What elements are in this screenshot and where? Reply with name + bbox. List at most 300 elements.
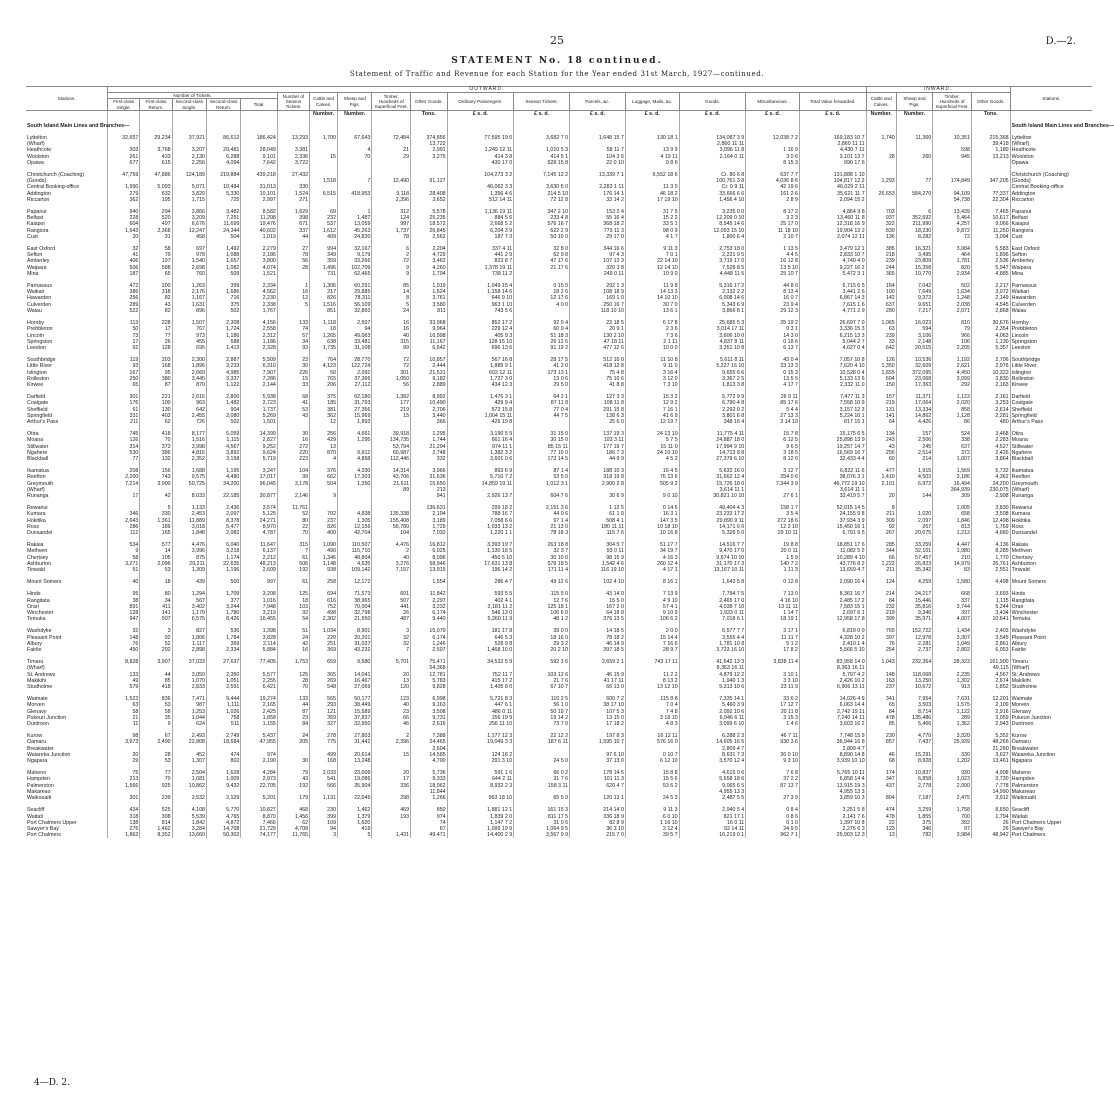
table-cell: 97 4 3 — [570, 252, 626, 258]
table-cell: 366 — [411, 419, 448, 425]
table-cell: 6,790 4 8 — [679, 400, 746, 406]
table-cell: 31,170 17 3 — [679, 561, 746, 567]
table-cell: 644 2 11 — [447, 776, 514, 782]
table-cell: 4,816 — [172, 450, 206, 456]
table-cell: 4,123 — [310, 363, 338, 369]
table-cell: 51 18 3 — [514, 333, 570, 339]
units-cell — [140, 110, 172, 117]
table-cell: 7,907 — [241, 370, 278, 376]
table-cell: 92 — [108, 345, 140, 351]
table-cell: 2 — [372, 733, 411, 739]
table-cell: 870 — [310, 450, 338, 456]
table-cell: 36 3 10 — [570, 826, 626, 832]
table-cell: 823 8 7 — [447, 258, 514, 264]
table-cell: 23 9 4 — [746, 302, 800, 308]
table-cell: 9,575 — [172, 474, 206, 480]
table-cell: 374,856 — [411, 135, 448, 141]
table-cell: 826 — [310, 295, 338, 301]
table-cell: 24,830 — [338, 234, 372, 240]
table-cell: 20 — [866, 493, 896, 499]
station-name-right: Waiau — [1010, 308, 1092, 314]
table-cell: 15 2 2 — [625, 215, 679, 221]
table-cell: 312 — [372, 209, 411, 215]
station-name: Waitati — [27, 813, 43, 820]
table-cell: 14 18 5 — [570, 628, 626, 634]
table-cell: 415 17 2 — [447, 678, 514, 684]
station-name-right: Waitati — [1010, 814, 1092, 820]
table-cell: Cr. 0 9 11 — [679, 184, 746, 190]
table-cell: 24 5 3 — [625, 795, 679, 801]
station-name-right: (Wharf) — [1010, 487, 1092, 493]
station-name: Pukeuri Junction — [27, 714, 67, 721]
table-cell: 0 1 0 — [746, 820, 800, 826]
table-cell: 41,642 13 3 — [679, 659, 746, 665]
table-cell: 91,127 — [411, 178, 448, 184]
table-cell: 250 — [108, 376, 140, 382]
table-cell: 77 — [140, 770, 172, 776]
table-cell: 337 4 11 — [447, 246, 514, 252]
table-cell: 661 16 4 — [447, 437, 514, 443]
table-cell: 21,550 — [338, 616, 372, 622]
table-cell: 512 16 0 — [570, 357, 626, 363]
table-cell: 76 — [866, 641, 896, 647]
table-cell: 1,266 — [411, 795, 448, 801]
table-cell: 764 — [310, 357, 338, 363]
table-cell: 10,289 4 10 — [799, 555, 866, 561]
table-cell: 4,498 — [971, 579, 1010, 585]
table-cell: 168 — [310, 758, 338, 764]
table-cell: 1,088 — [206, 252, 240, 258]
table-cell: 66 — [866, 555, 896, 561]
table-cell: 11,371 — [896, 394, 933, 400]
table-cell: 20 — [372, 672, 411, 678]
table-cell: 6,946 6 11 — [679, 715, 746, 721]
units-cell: Number. — [310, 110, 338, 117]
table-cell: 131 — [866, 407, 896, 413]
table-cell: 4,770 — [896, 733, 933, 739]
table-cell: 10,528 0 4 — [799, 370, 866, 376]
table-cell: 23 18 5 — [570, 320, 626, 326]
table-cell: 211,990 — [896, 221, 933, 227]
table-cell: 269 — [310, 678, 338, 684]
table-cell: 94 — [338, 326, 372, 332]
table-cell: 19 14 2 — [514, 715, 570, 721]
table-cell: 1,005 — [933, 505, 972, 511]
table-cell: 239 — [866, 333, 896, 339]
table-cell: 20,515 — [896, 345, 933, 351]
table-cell: 2,536 — [971, 258, 1010, 264]
station-name: Opawa — [27, 159, 44, 166]
table-cell: 196 14 2 — [447, 567, 514, 573]
table-cell: 16,023 — [896, 320, 933, 326]
station-name: Woolston — [27, 153, 49, 160]
table-cell: 2 — [372, 252, 411, 258]
table-cell: 364,939 — [933, 487, 972, 493]
table-cell: 1,248 — [933, 295, 972, 301]
table-cell: 4,136 — [971, 542, 1010, 548]
table-cell: 72 12 8 — [514, 197, 570, 203]
table-cell: 2,094 15 2 — [799, 197, 866, 203]
table-cell: 44 9 9 — [570, 456, 626, 462]
section-row — [26, 117, 1092, 129]
table-cell: 85 15 11 — [514, 444, 570, 450]
table-cell: 2,283 1 11 — [570, 184, 626, 190]
table-cell: 601 — [372, 591, 411, 597]
table-cell: 98 0 9 — [625, 228, 679, 234]
table-cell: 5,437 — [241, 733, 278, 739]
table-cell: 12 7 6 — [514, 598, 570, 604]
table-cell: 21 17 6 — [514, 265, 570, 271]
table-cell: 97 1 4 — [514, 518, 570, 524]
station-name: Waipara — [27, 264, 47, 271]
table-cell: 115 7 6 — [570, 530, 626, 536]
table-cell: 4,448 11 5 — [679, 271, 746, 277]
table-cell: 87 13 7 — [746, 783, 800, 789]
table-cell: 5,710 7 2 — [447, 474, 514, 480]
table-cell: 5,772 9 9 — [679, 394, 746, 400]
table-cell: 47 18 11 — [570, 339, 626, 345]
table-cell: 2,723 — [241, 400, 278, 406]
table-cell: 4,108 — [172, 807, 206, 813]
station-name: Leeston — [27, 344, 46, 351]
table-cell: 1,133 — [172, 505, 206, 511]
table-cell: 16,569 16 7 — [799, 450, 866, 456]
table-cell: 338 — [933, 437, 972, 443]
col-header: Total. — [241, 99, 278, 110]
table-cell: 26,761 — [971, 561, 1010, 567]
table-cell: 2,038 — [933, 302, 972, 308]
table-cell: 86 — [933, 419, 972, 425]
station-name-right: Timaru — [1010, 659, 1092, 665]
station-name: Sawyer's Bay — [27, 825, 59, 832]
table-cell: 437 — [866, 783, 896, 789]
table-cell: 10,857 — [411, 357, 448, 363]
table-cell: 13,660 — [172, 832, 206, 838]
table-cell: 1,980 — [933, 548, 972, 554]
table-cell: 658 — [933, 511, 972, 517]
table-cell: 1,202 — [933, 758, 972, 764]
table-cell: 99 — [277, 474, 309, 480]
table-cell: 987 — [172, 702, 206, 708]
table-cell: 1,655 — [866, 370, 896, 376]
station-name: Papanui — [27, 209, 47, 216]
table-cell: 1,729 — [411, 524, 448, 530]
table-cell: 25 17 0 — [746, 221, 800, 227]
table-cell: 804 — [866, 795, 896, 801]
table-cell: 48 1 2 — [514, 616, 570, 622]
table-cell: 403 — [140, 413, 172, 419]
units-cell: £ s. d. — [447, 110, 514, 117]
station-name-right: Waiareka Junction — [1010, 752, 1092, 758]
table-cell: 1,842 — [172, 820, 206, 826]
table-cell: 402 4 1 — [447, 598, 514, 604]
table-cell: 4,036 8 6 — [746, 178, 800, 184]
table-cell: 38 17 10 — [570, 702, 626, 708]
table-cell: 14,041 — [338, 672, 372, 678]
units-cell — [26, 110, 108, 117]
table-cell: 1,620 — [338, 820, 372, 826]
table-cell: 15 7 8 — [746, 431, 800, 437]
table-cell: 600 7 2 — [570, 696, 626, 702]
table-cell: 2,706 — [411, 407, 448, 413]
table-cell: 1,709 — [206, 591, 240, 597]
table-cell: 6,575 — [172, 616, 206, 622]
table-cell: 9,372 — [896, 295, 933, 301]
table-cell: 61 1 0 — [570, 511, 626, 517]
table-cell: 301 — [108, 795, 140, 801]
table-cell: 2,833 10 7 — [799, 252, 866, 258]
station-name: Port Chalmers Upper — [27, 819, 77, 826]
table-cell: 1,346 — [310, 555, 338, 561]
table-cell: 104,273 3 2 — [447, 172, 514, 178]
table-cell: 6,137 — [241, 548, 278, 554]
table-cell: 5,313 10 6 — [679, 684, 746, 690]
station-name-right: Coalgate — [1010, 400, 1092, 406]
table-cell: 372,095 — [896, 370, 933, 376]
table-cell: 6,858 14 4 — [799, 776, 866, 782]
units-cell: £ s. d. — [514, 110, 570, 117]
station-name-right: Orari — [1010, 604, 1092, 610]
table-cell: 25 10 7 — [746, 271, 800, 277]
table-cell: 520 — [140, 215, 172, 221]
table-cell: 398 — [277, 215, 309, 221]
table-cell: 43 — [866, 444, 896, 450]
station-name-right: Rangitata — [1010, 598, 1092, 604]
table-cell: 1,115 — [206, 437, 240, 443]
station-name-right: Lyttelton — [1010, 135, 1092, 141]
table-cell: 9,346 — [896, 610, 933, 616]
station-name: Duntroon — [27, 721, 49, 728]
table-cell: 8 13 4 — [746, 289, 800, 295]
table-cell: 87 11 8 — [514, 400, 570, 406]
table-cell: 186,424 — [241, 135, 278, 141]
table-cell: 337 — [933, 598, 972, 604]
table-cell: 1,737 — [372, 228, 411, 234]
table-cell: 256 — [866, 450, 896, 456]
table-cell: 1,294 — [172, 591, 206, 597]
table-cell: 1,501 — [241, 419, 278, 425]
table-cell: 158 1 7 — [746, 505, 800, 511]
table-cell: 30 15 0 — [514, 437, 570, 443]
table-cell: 4,635 — [338, 561, 372, 567]
station-name-right: Addington — [1010, 191, 1092, 197]
table-cell: 16 — [372, 326, 411, 332]
table-cell: 6 0 10 — [625, 814, 679, 820]
table-cell: 92 9 4 — [514, 320, 570, 326]
table-cell: 1,744 — [411, 437, 448, 443]
station-name: Rewanui — [27, 505, 48, 512]
table-cell: 104,817 12 2 — [799, 178, 866, 184]
table-cell: 131,888 1 10 — [799, 172, 866, 178]
table-cell: 414 5 1 — [514, 154, 570, 160]
table-cell: 978 — [172, 252, 206, 258]
table-cell: 43,232 — [338, 647, 372, 653]
table-cell: 30 10 0 — [514, 555, 570, 561]
station-name: Lyttelton — [27, 135, 47, 142]
table-cell: 80 — [277, 518, 309, 524]
station-name-right: East Oxford — [1010, 246, 1092, 252]
station-name: Darfield — [27, 394, 46, 401]
table-cell: 31 15 0 — [514, 431, 570, 437]
table-cell: 7 0 4 — [625, 702, 679, 708]
table-cell: 0 8 6 — [746, 814, 800, 820]
table-cell: 22 — [277, 524, 309, 530]
table-cell: 167 2 0 — [570, 604, 626, 610]
table-cell: 6 12 10 — [625, 758, 679, 764]
table-cell: 187 7 3 — [447, 234, 514, 240]
table-cell: 10 16 8 — [625, 530, 679, 536]
table-cell: 1,019 — [411, 283, 448, 289]
station-name: Chertsey — [27, 554, 49, 561]
table-cell: 104 — [277, 468, 309, 474]
table-cell: 3,973 — [108, 739, 140, 745]
table-cell: 314 — [108, 444, 140, 450]
table-cell: 637 7 7 — [746, 172, 800, 178]
table-cell: 7,437 — [896, 739, 933, 745]
table-cell: 5 7 5 — [625, 437, 679, 443]
table-cell: 32,798 — [338, 610, 372, 616]
table-cell: 500 — [206, 579, 240, 585]
station-name-right: Springston — [1010, 339, 1092, 345]
table-cell: 1,009 — [206, 776, 240, 782]
table-cell: 4,074 — [241, 265, 278, 271]
table-cell: 646 9 10 — [447, 295, 514, 301]
table-cell: 56 — [372, 382, 411, 388]
table-cell: 8,096 — [411, 555, 448, 561]
section-blank — [679, 117, 746, 129]
table-cell: 55 16 4 — [570, 215, 626, 221]
table-cell: 375 — [206, 302, 240, 308]
table-cell: 1,033 13 2 — [447, 524, 514, 530]
table-cell: 6,310 — [241, 363, 278, 369]
section-blank — [172, 117, 206, 129]
table-cell: 1,293 — [866, 178, 896, 184]
col-header: Season Tickets. — [514, 93, 570, 111]
table-cell: 65 — [140, 271, 172, 277]
table-cell: 7,465 — [971, 209, 1010, 215]
table-cell: 21 — [108, 715, 140, 721]
table-cell: 3 — [140, 628, 172, 634]
table-cell: 2,148 — [896, 339, 933, 345]
station-name: Kirwee — [27, 381, 44, 388]
table-cell: 168 — [140, 363, 172, 369]
table-cell: 2,308 — [206, 320, 240, 326]
table-cell: 1,023 — [933, 776, 972, 782]
table-cell: 47 17 6 — [514, 258, 570, 264]
table-cell: 31,662 12 4 — [679, 474, 746, 480]
table-cell: 1 5 9 — [746, 555, 800, 561]
table-cell: 29,885 — [338, 289, 372, 295]
table-cell: 2,749 — [206, 733, 240, 739]
table-cell: 1,382 — [372, 394, 411, 400]
table-cell: 14,990 — [971, 789, 1010, 795]
table-cell: 208 — [108, 468, 140, 474]
table-cell: 25 6 0 — [570, 419, 626, 425]
table-cell: 2,020 — [933, 400, 972, 406]
table-cell: 174,849 — [933, 178, 972, 184]
table-cell: 1,361 — [140, 518, 172, 524]
table-cell: 525 — [140, 807, 172, 813]
station-name: Orari — [27, 603, 39, 610]
table-cell: 9 0 10 — [625, 493, 679, 499]
table-cell: 4,872 — [206, 820, 240, 826]
table-cell: 280 — [866, 308, 896, 314]
table-cell: 858 — [933, 407, 972, 413]
table-cell: 107 5 3 — [570, 709, 626, 715]
table-cell: 206 — [310, 382, 338, 388]
table-cell: 134,735 — [372, 437, 411, 443]
station-name-right: Fairlie — [1010, 647, 1092, 653]
station-name: Reefton — [27, 474, 46, 481]
table-cell: 940 — [108, 209, 140, 215]
table-cell: 176 14 1 — [570, 191, 626, 197]
table-cell: 3,838 11 4 — [746, 659, 800, 665]
col-header: First-class Single. — [108, 99, 140, 110]
station-name-right: Southbridge — [1010, 357, 1092, 363]
table-cell: 19 8 8 — [746, 542, 800, 548]
table-cell: 2,161 — [971, 394, 1010, 400]
table-cell: 3 15 3 — [746, 715, 800, 721]
table-cell: 2,504 — [172, 770, 206, 776]
table-cell: 3,367 2 5 — [679, 376, 746, 382]
section-blank — [447, 117, 514, 129]
table-cell: 2,092 10 6 — [679, 709, 746, 715]
table-cell: 2,609 — [241, 567, 278, 573]
table-cell: 1,456 4 10 — [679, 197, 746, 203]
table-cell: 56,780 — [372, 524, 411, 530]
col-header: Second-class Single. — [172, 99, 206, 110]
table-cell: 67 — [140, 733, 172, 739]
table-cell: 58 — [108, 709, 140, 715]
station-name: Waiareka Junction — [27, 751, 71, 758]
table-cell: 2,230 — [241, 295, 278, 301]
table-cell: 318 19 8 — [570, 474, 626, 480]
table-cell: 4 1 7 — [625, 234, 679, 240]
table-cell: 3,190 5 9 — [447, 431, 514, 437]
table-cell: 33 6 2 — [746, 696, 800, 702]
col-header: First-class Return. — [140, 99, 172, 110]
table-cell: 4,527 — [971, 444, 1010, 450]
table-cell: 85 — [372, 283, 411, 289]
table-cell: 668 — [933, 591, 972, 597]
station-name-right: Arthur's Pass — [1010, 419, 1092, 425]
table-cell: 3,682 7 0 — [514, 135, 570, 141]
table-cell: 289 — [933, 715, 972, 721]
table-cell: 17,017 — [241, 474, 278, 480]
table-cell: 41 — [108, 252, 140, 258]
table-cell: 10,672 — [896, 684, 933, 690]
table-cell: 1,896 — [172, 363, 206, 369]
table-cell: 19,904 13 2 — [799, 228, 866, 234]
table-cell: 1,122 — [206, 382, 240, 388]
table-cell: 3,235 0 0 — [679, 209, 746, 215]
station-name: Mount Somers — [27, 579, 62, 586]
table-cell: 24 13 10 — [625, 431, 679, 437]
station-name: Arthur's Pass — [27, 418, 59, 425]
table-cell: 1,542 4 6 — [570, 561, 626, 567]
table-cell: 92 — [277, 610, 309, 616]
statement-subtitle: Statement of Traffic and Revenue for each Station for the Year ended 31st March, 1927—continued. — [349, 70, 765, 78]
table-cell: 507 — [140, 616, 172, 622]
table-cell: 94 — [310, 826, 338, 832]
station-name: Oamaru — [27, 739, 47, 746]
table-cell: 92 — [866, 524, 896, 530]
table-cell: 15 5 0 — [570, 598, 626, 604]
table-cell: 211 — [866, 567, 896, 573]
table-cell: 218 — [866, 252, 896, 258]
table-cell: 4,985 — [206, 370, 240, 376]
table-cell: 17 — [108, 339, 140, 345]
